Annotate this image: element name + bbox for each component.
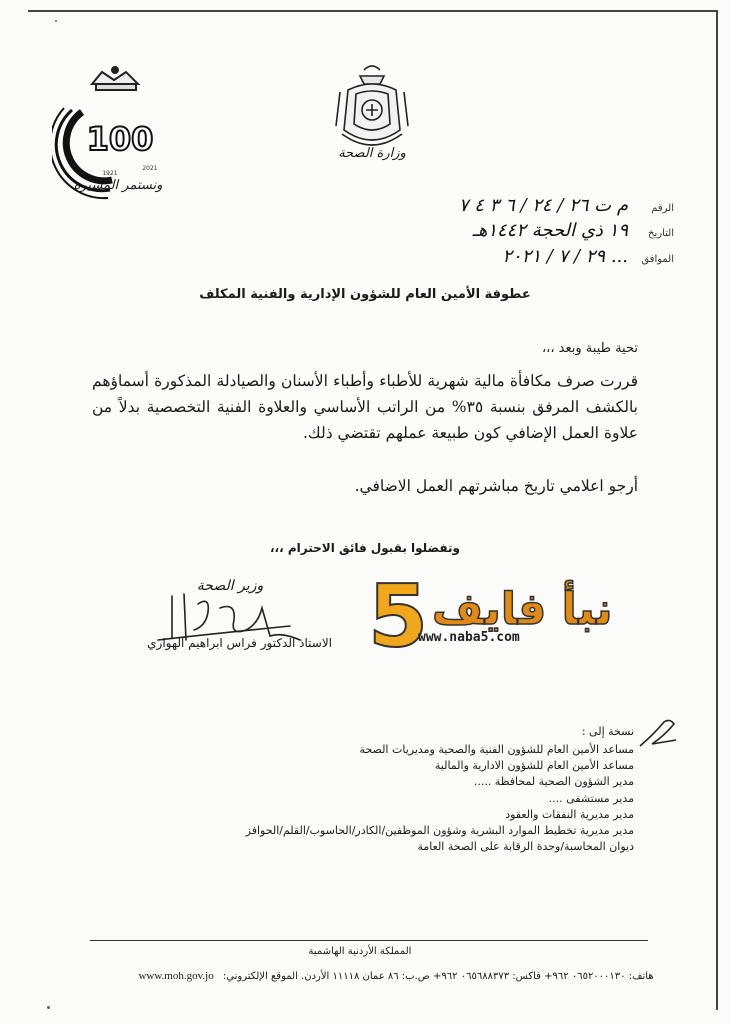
- watermark-url: www.naba5.com: [418, 630, 520, 645]
- cc-item: ديوان المحاسبة/وحدة الرقابة على الصحة العامة: [417, 840, 634, 854]
- scan-border-top: [28, 10, 718, 12]
- cc-item: مدير الشؤون الصحية لمحافظة .....: [473, 775, 634, 789]
- cc-item: مدير مديرية تخطيط الموارد البشرية وشؤون الموظفين/الكادر/الحاسوب/القلم/الحوافز: [245, 824, 634, 838]
- cc-list: [246, 742, 634, 855]
- footer-website: www.moh.gov.jo: [138, 970, 214, 982]
- centennial-year-end: 2021: [142, 165, 158, 172]
- scan-border-right: [716, 10, 718, 1010]
- reference-number-value: م ت ٢٦ / ٢٤ / ٦ ٣ ٤ ٧: [458, 195, 628, 216]
- gregorian-date-value: ... ٢٩ / ٧ / ٢٠٢١: [502, 246, 628, 267]
- footer-contact-text: هاتف: ٠٦٥٢٠٠٠١٣٠ ٩٦٢+ فاكس: ٠٦٥٦٨٨٣٧٣ ٩٦٢+ ص.ب: ٨٦ عمان ١١١١٨ الأردن. الموقع الإلكتروني:: [222, 971, 654, 982]
- signer-name: الاستاذ الدكتور فراس ابراهيم الهواري: [147, 636, 332, 650]
- gregorian-date-label: الموافق: [641, 254, 674, 265]
- reference-number-label: الرقم: [651, 203, 674, 214]
- reference-number-row: [459, 195, 674, 216]
- body-paragraph-1: قررت صرف مكافأة مالية شهرية للأطباء وأطباء الأسنان والصيادلة المذكورة أسماؤهم بالكشف المرفق بنسبة ٣٥% من الراتب الأساسي والعلاوة الفنية التخصصية بدلاً من علاوة العمل الإضافي كون طبيعة عملهم تقتضي ذلك.: [92, 372, 638, 442]
- footer-contact: [126, 970, 666, 982]
- footer-kingdom: المملكة الأردنية الهاشمية: [308, 946, 412, 957]
- watermark-digit: 5: [368, 572, 428, 656]
- cc-heading: نسخة إلى :: [581, 725, 634, 738]
- centennial-year-start: 1921: [102, 170, 118, 177]
- cc-item: مدير مديرية النفقات والعقود: [505, 807, 634, 821]
- hijri-date-row: [473, 220, 674, 241]
- gregorian-date-row: [502, 246, 674, 267]
- slogan: ونستمر المسيرة: [73, 178, 163, 193]
- body-paragraph-2: أرجو اعلامي تاريخ مباشرتهم العمل الاضافي.: [354, 477, 638, 495]
- cc-item: مدير مستشفى ....: [548, 791, 634, 805]
- greeting: تحية طيبة وبعد ،،،: [541, 341, 638, 356]
- scan-speck: [47, 1006, 50, 1009]
- handwritten-initial-icon: [634, 714, 680, 754]
- cc-item: مساعد الأمين العام للشؤون الادارية والمالية: [434, 759, 634, 773]
- centennial-number: 100: [86, 120, 154, 158]
- closing-line: وتفضلوا بقبول فائق الاحترام ،،،: [270, 541, 460, 555]
- cc-item: مساعد الأمين العام للشؤون الفنية والصحية ومديريات الصحة: [359, 743, 634, 756]
- hijri-date-value: ١٩ ذي الحجة ١٤٤٢هـ: [472, 220, 628, 241]
- watermark-name: نبأ فايف: [432, 584, 613, 635]
- ministry-name: وزارة الصحة: [338, 146, 406, 161]
- signature-title: وزير الصحة: [196, 578, 264, 594]
- footer-divider: [90, 940, 648, 941]
- scan-speck: [55, 20, 57, 22]
- addressee: عطوفة الأمين العام للشؤون الإدارية والفنية المكلف: [199, 287, 531, 302]
- hijri-date-label: التاريخ: [648, 228, 674, 239]
